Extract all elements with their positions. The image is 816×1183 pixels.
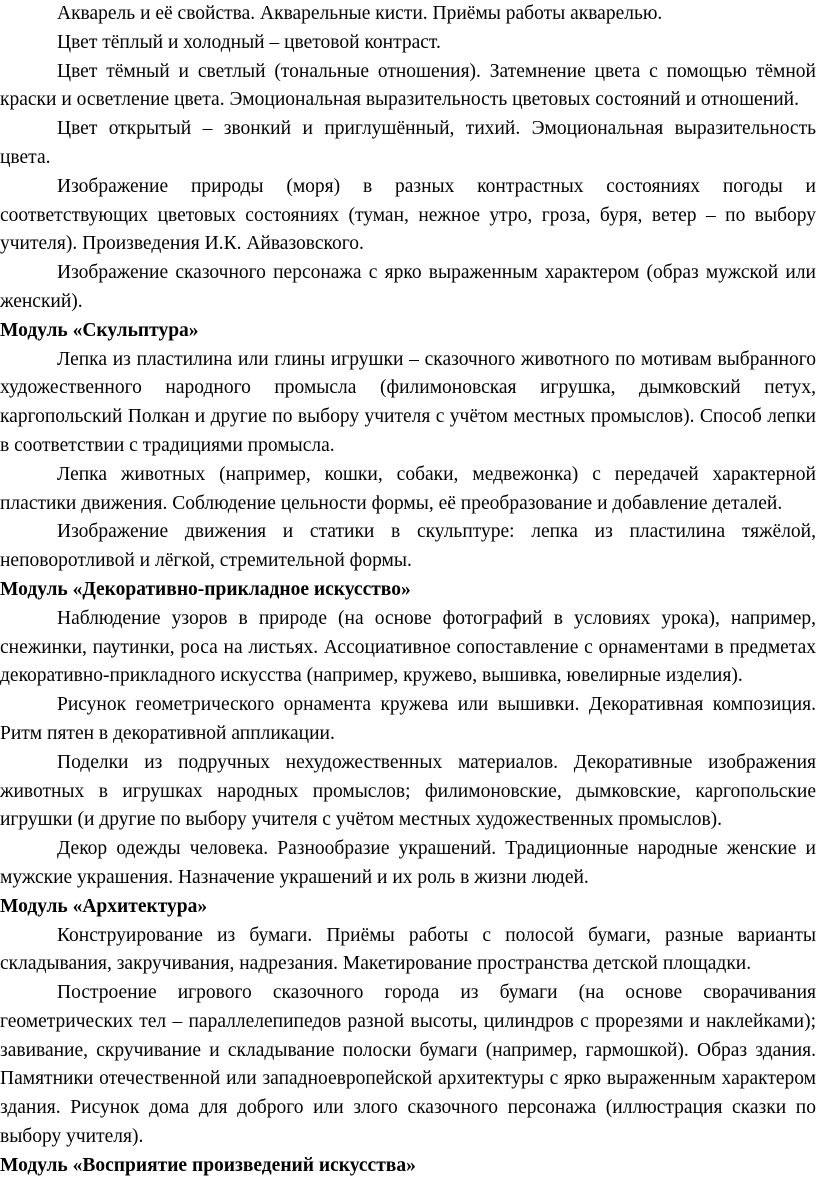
paragraph-clothing-decor: Декор одежды человека. Разнообразие украшений. Традиционные народные женские и мужские украшения. Назначение украшений и их роль в жизни людей.	[0, 838, 816, 888]
paragraph-patterns-nature: Наблюдение узоров в природе (на основе фотографий в условиях урока), например, снежинки, паутинки, роса на листьях. Ассоциативное сопоставление с орнаментами в предметах декоративно-прикладного искусства (например, кружево, вышивка, ювелирные изделия).	[0, 607, 816, 687]
paragraph-paper-construction: Конструирование из бумаги. Приёмы работы с полосой бумаги, разные варианты складывания, закручивания, надрезания. Макетирование пространства детской площадки.	[0, 924, 816, 975]
paragraph-sea: Изображение природы (моря) в разных контрастных состояниях погоды и соответствующих цветовых состояниях (туман, нежное утро, гроза, буря, ветер – по выбору учителя). Произведения И.К. Айвазовского.	[0, 175, 816, 255]
paragraph-warm-cold: Цвет тёплый и холодный – цветовой контраст.	[57, 31, 441, 53]
paragraph-modeling-toy: Лепка из пластилина или глины игрушки – сказочного животного по мотивам выбранного художественного народного промысла (филимоновская игрушка, дымковский петух, каргопольский Полкан и другие по выбору учителя с учётом местных промыслов). Способ лепки в соответствии с традициями промысла.	[0, 348, 816, 456]
paragraph-modeling-animals: Лепка животных (например, кошки, собаки, медвежонка) с передачей характерной пластики движения. Соблюдение цельности формы, её преобразование и добавление деталей.	[0, 463, 816, 514]
paragraph-fairy-city: Построение игрового сказочного города из бумаги (на основе сворачивания геометрических тел – параллелепипедов разной высоты, цилиндров с прорезями и наклейками); завивание, скручивание и складывание полоски бумаги (например, гармошкой). Образ здания. Памятники отечественной или западноевропейской архитектуры с ярко выраженным характером здания. Рисунок дома для доброго или злого сказочного персонажа (иллюстрация сказки по выбору учителя).	[0, 982, 816, 1148]
heading-art-perception: Модуль «Восприятие произведений искусства»	[0, 1154, 416, 1176]
paragraph-dark-light: Цвет тёмный и светлый (тональные отношения). Затемнение цвета с помощью тёмной краски и осветление цвета. Эмоциональная выразительность цветовых состояний и отношений.	[0, 60, 816, 111]
paragraph-fairy-character: Изображение сказочного персонажа с ярко выраженным характером (образ мужской или женский).	[0, 262, 816, 312]
paragraph-geometric-ornament: Рисунок геометрического орнамента кружева или вышивки. Декоративная композиция. Ритм пятен в декоративной аппликации.	[0, 694, 816, 744]
heading-sculpture: Модуль «Скульптура»	[0, 319, 199, 341]
paragraph-crafts: Поделки из подручных нехудожественных материалов. Декоративные изображения животных в игрушках народных промыслов; филимоновские, дымковские, каргопольские игрушки (и другие по выбору учителя с учётом местных художественных промыслов).	[0, 751, 816, 831]
paragraph-watercolor: Акварель и её свойства. Акварельные кисти. Приёмы работы акварелью.	[57, 3, 663, 24]
heading-decorative-art: Модуль «Декоративно-прикладное искусство»	[0, 578, 411, 600]
paragraph-open-color: Цвет открытый – звонкий и приглушённый, тихий. Эмоциональная выразительность цвета.	[0, 118, 816, 168]
paragraph-movement-statics: Изображение движения и статики в скульптуре: лепка из пластилина тяжёлой, неповоротливой и лёгкой, стремительной формы.	[0, 521, 816, 572]
heading-architecture: Модуль «Архитектура»	[0, 895, 208, 917]
